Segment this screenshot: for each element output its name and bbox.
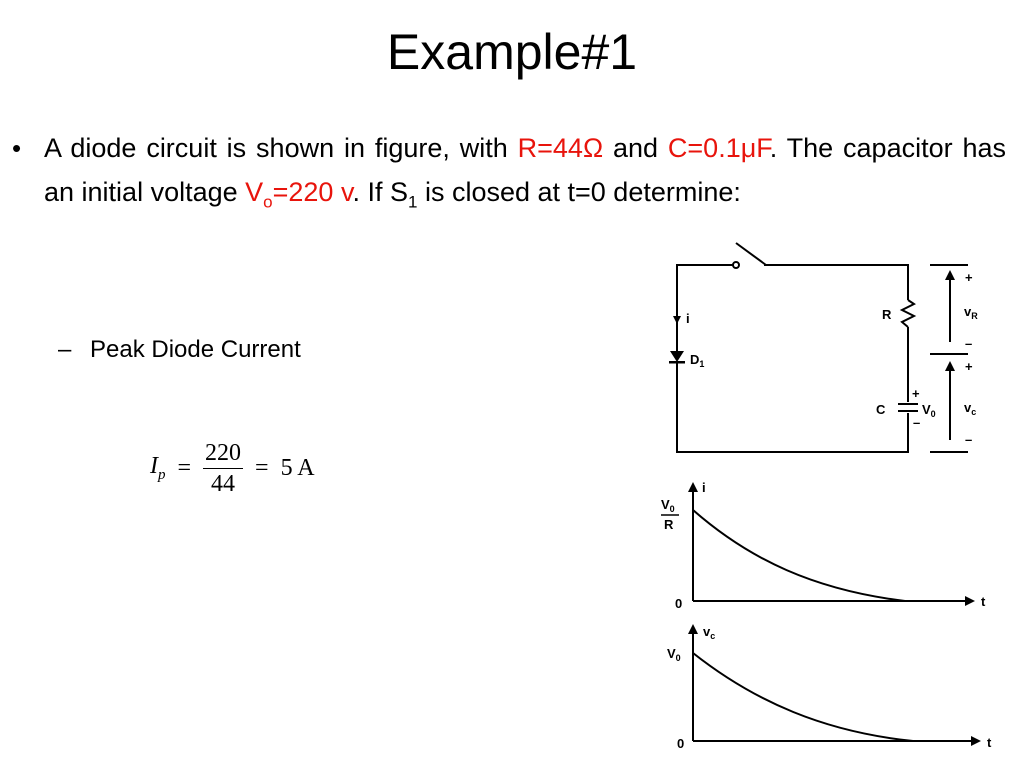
fraction [203, 440, 243, 497]
voltage-decay-curve [693, 653, 913, 741]
v0-label: $V_0$ [922, 402, 936, 419]
resistance-value: R=44Ω [517, 133, 604, 163]
text-intro: A diode circuit is shown in figure, with [44, 133, 518, 163]
fraction-denominator: 44 [211, 471, 236, 497]
current-x-label: t [981, 594, 986, 609]
current-y-label: i [702, 480, 706, 495]
bottom-wire [677, 363, 908, 452]
voltage-x-label: t [987, 735, 992, 750]
current-y-arrowhead [688, 482, 698, 492]
voltage-y-arrowhead [688, 624, 698, 634]
current-arrowhead [673, 316, 681, 324]
dash-marker: – [58, 336, 72, 363]
resistor-label: R [882, 307, 892, 322]
text-switch: . If S [352, 177, 408, 207]
sub-bullet-peak-current [58, 333, 301, 367]
text-determine: is closed at t=0 determine: [417, 177, 741, 207]
vr-arrowhead [945, 270, 955, 280]
equation-lhs: $I_p$ [150, 453, 166, 483]
vc-label: $v_c$ [964, 400, 977, 417]
current-x-arrowhead [965, 596, 975, 606]
capacitor-label: C [876, 402, 886, 417]
sub-bullet-text: Peak Diode Current [90, 336, 301, 363]
equals-sign: = [177, 455, 192, 481]
voltage-origin-label: 0 [677, 736, 685, 751]
voltage-graph [655, 620, 1000, 755]
resistor-symbol [902, 300, 914, 327]
voltage-y-label: $v_c$ [703, 624, 716, 641]
text-and: and [603, 133, 668, 163]
diode-bar [669, 361, 685, 364]
switch-subscript: 1 [407, 192, 418, 212]
current-label: i [686, 311, 690, 326]
current-start-numerator: $V_0$ [661, 497, 675, 514]
current-graph [655, 478, 995, 613]
text-capacitor: . The capacitor has an initial voltage [44, 133, 1006, 207]
vr-label: $v_R$ [964, 304, 978, 321]
equation-result: 5 A [280, 455, 315, 481]
top-right-wire [764, 265, 908, 300]
switch-contact [733, 262, 739, 268]
voltage-x-arrowhead [971, 736, 981, 746]
top-left-wire [677, 265, 733, 352]
voltage-start-label: $V_0$ [667, 646, 681, 663]
fraction-numerator: 220 [203, 440, 243, 469]
capacitor-minus: – [913, 415, 921, 430]
problem-statement [44, 126, 1006, 224]
vr-minus: – [965, 336, 973, 351]
current-decay-curve [693, 510, 905, 601]
vr-plus: + [965, 270, 973, 285]
equals-sign-2: = [255, 455, 269, 481]
capacitance-value: C=0.1μF [667, 133, 770, 163]
slide-title: Example#1 [386, 24, 638, 80]
peak-current-equation [150, 440, 315, 497]
circuit-diagram [660, 232, 1010, 458]
diode-triangle [670, 351, 684, 362]
initial-voltage: $V_o=220$ v [245, 177, 353, 212]
vc-minus: – [965, 432, 973, 447]
vc-plus: + [965, 359, 973, 374]
switch-blade [736, 243, 766, 265]
current-origin-label: 0 [675, 596, 683, 611]
bullet-marker: • [12, 133, 22, 163]
vc-arrowhead [945, 361, 955, 371]
current-start-denominator: R [664, 517, 674, 532]
diode-label: $D_1$ [690, 352, 705, 369]
capacitor-plus: + [912, 386, 920, 401]
